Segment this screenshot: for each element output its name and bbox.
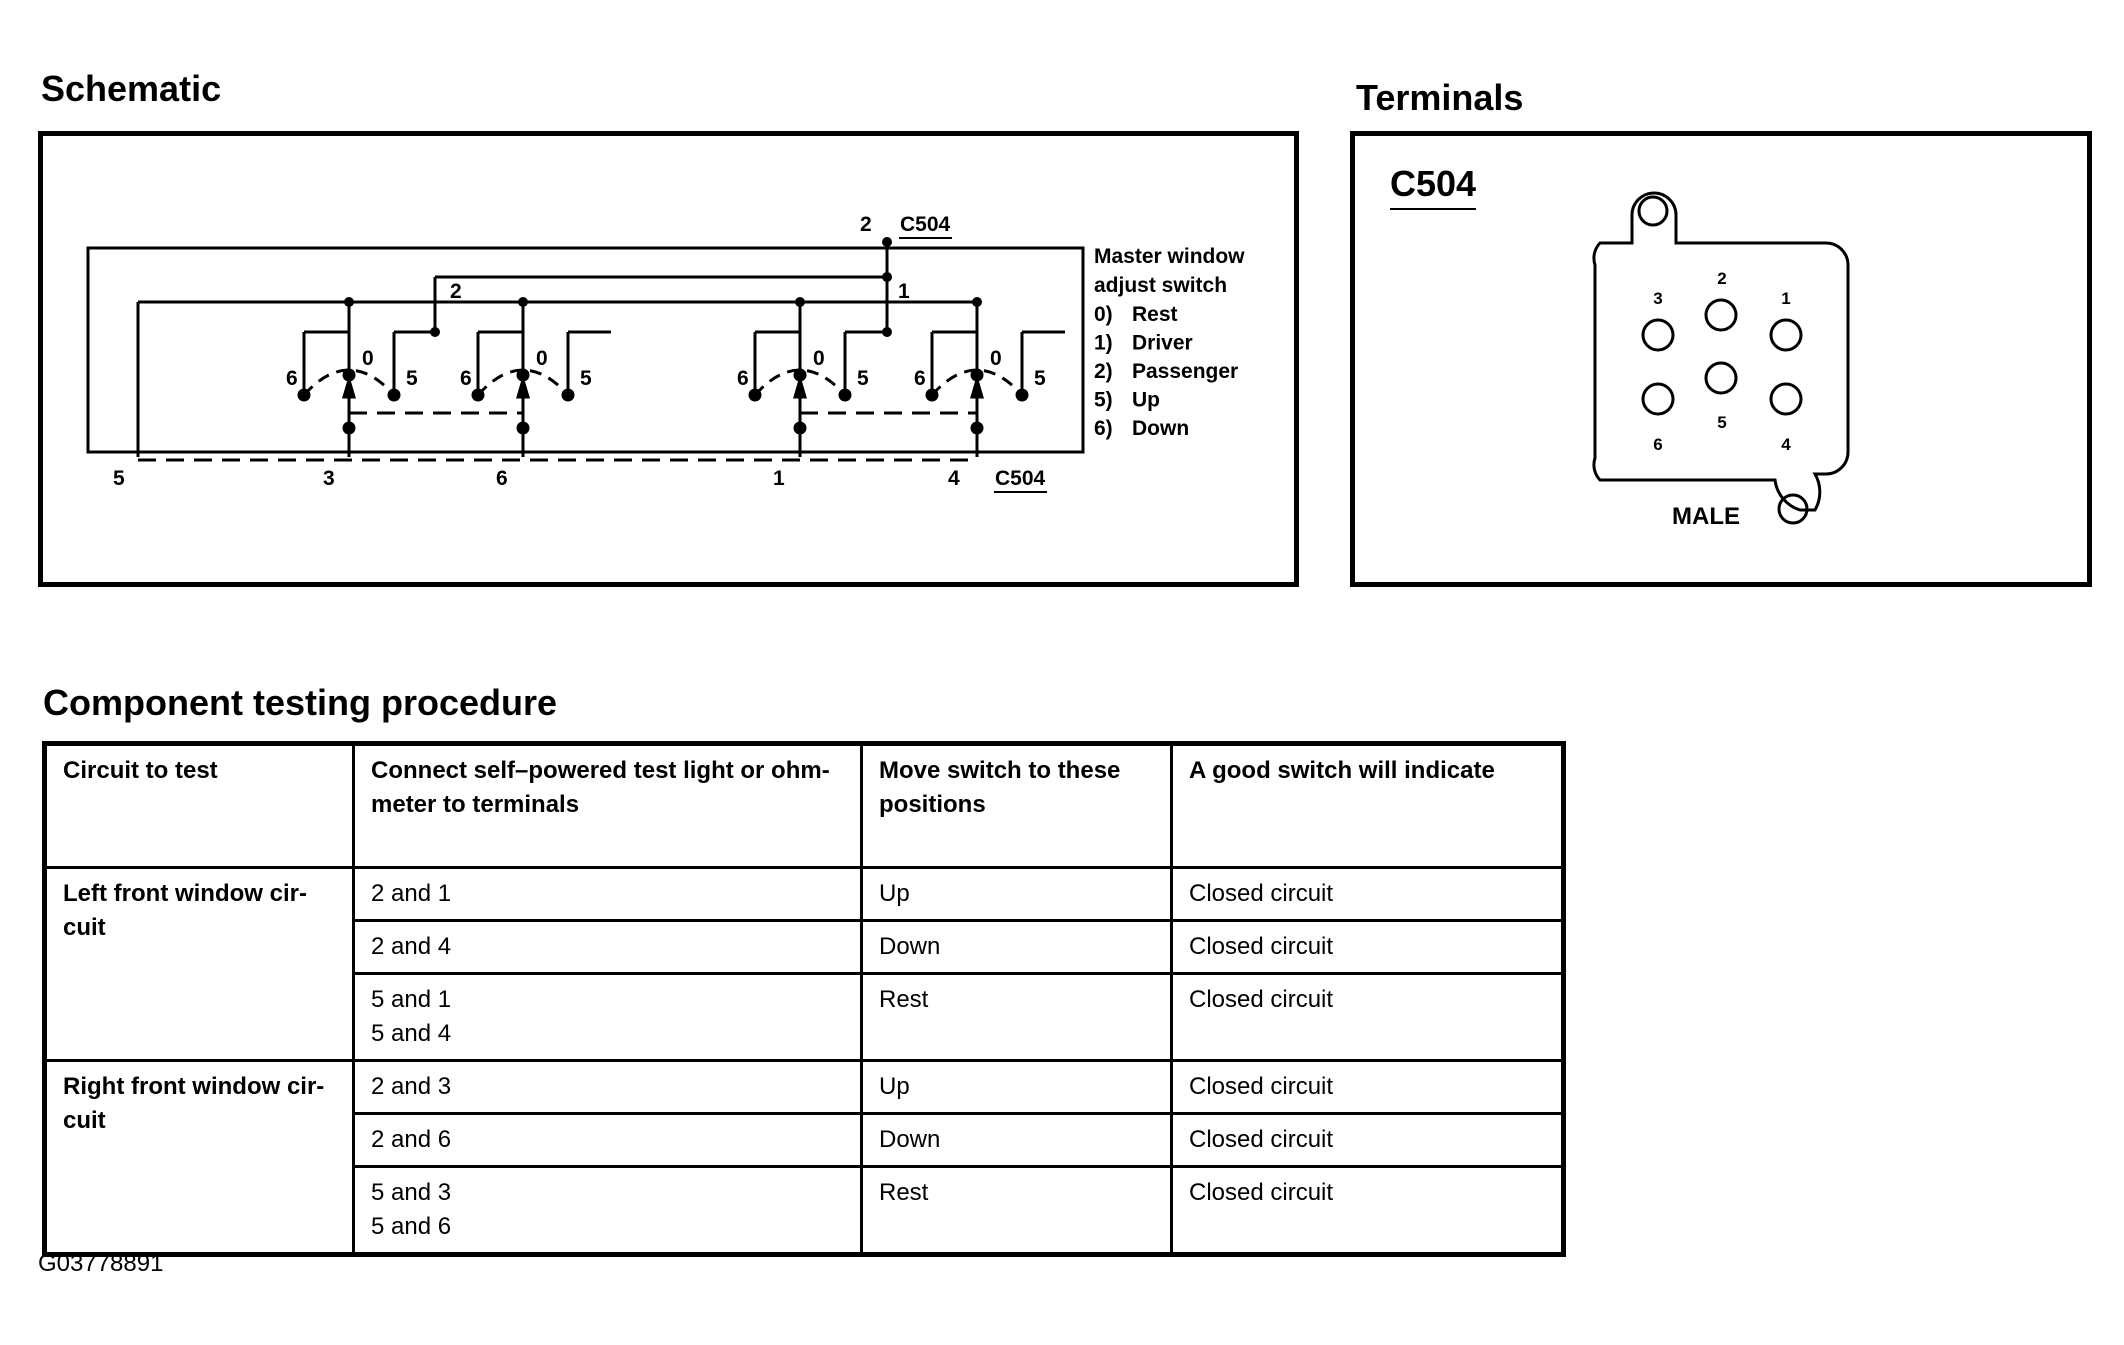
- schematic-heading: Schematic: [41, 68, 222, 109]
- switch-position-label: 0: [990, 347, 1002, 370]
- expected-result: Closed circuit: [1172, 921, 1564, 974]
- switch-position: Rest: [862, 1167, 1172, 1255]
- terminal-pairs: [354, 974, 862, 1061]
- legend-label: Driver: [1132, 331, 1193, 355]
- switch-position-label: 5: [580, 367, 592, 390]
- pin-label: 6: [1653, 435, 1663, 454]
- terminal-pair: 5 and 3: [371, 1179, 452, 1206]
- expected-result: Closed circuit: [1172, 868, 1564, 921]
- legend-title-line2: adjust switch: [1094, 274, 1228, 297]
- legend-code: 1): [1094, 331, 1113, 355]
- pin-5: [1706, 363, 1736, 393]
- header-terminals: Connect self–powered test light or ohm-meter to terminals: [354, 744, 862, 868]
- connector-top-label: C504: [900, 213, 951, 236]
- header-position: Move switch to these positions: [862, 744, 1172, 868]
- connector-bottom-label: C504: [995, 467, 1046, 490]
- pin-label: 1: [1781, 289, 1791, 308]
- connector-name: C504: [1390, 163, 1477, 204]
- switch-position: Up: [862, 1061, 1172, 1114]
- legend-label: Up: [1132, 388, 1160, 412]
- terminals-panel: [1350, 131, 2092, 587]
- terminals-heading: Terminals: [1356, 77, 1524, 118]
- switch-position: Down: [862, 921, 1172, 974]
- switch-position: Rest: [862, 974, 1172, 1061]
- figure-id: G03778891: [38, 1250, 164, 1277]
- legend-label: Rest: [1132, 303, 1178, 326]
- legend-label: Down: [1132, 417, 1190, 440]
- switch-position-label: 0: [362, 347, 374, 370]
- bus-label-passenger: 2: [450, 280, 462, 303]
- expected-result: Closed circuit: [1172, 1061, 1564, 1114]
- terminal-pair: 2 and 3: [354, 1061, 862, 1114]
- legend-label: Passenger: [1132, 360, 1239, 383]
- legend-code: 5): [1094, 388, 1113, 412]
- legend-title-line1: Master window: [1094, 245, 1245, 268]
- switch-position: Up: [862, 868, 1172, 921]
- switch-position-label: 6: [737, 367, 749, 390]
- pin-label: 3: [1653, 289, 1663, 308]
- connector-diagram: [1355, 136, 2087, 582]
- switch-position-label: 6: [914, 367, 926, 390]
- table-row: [45, 1061, 1564, 1114]
- testing-table: [42, 741, 1566, 1257]
- header-circuit: Circuit to test: [45, 744, 354, 868]
- pin-1: [1771, 320, 1801, 350]
- switch-position-label: 0: [536, 347, 548, 370]
- terminal-pair: 5 and 4: [371, 1020, 452, 1047]
- terminal-pairs: [354, 1167, 862, 1255]
- connector-outline: [1594, 193, 1848, 510]
- switch-position-label: 5: [406, 367, 418, 390]
- legend-code: 2): [1094, 360, 1113, 383]
- pin-label: 2: [1717, 269, 1727, 288]
- terminal-pair: 5 and 1: [371, 986, 452, 1013]
- testing-heading: Component testing procedure: [43, 682, 558, 723]
- circuit-name: Right front window cir-cuit: [45, 1061, 354, 1255]
- switch-position-label: 6: [460, 367, 472, 390]
- expected-result: Closed circuit: [1172, 1167, 1564, 1255]
- terminal-pair: 2 and 6: [354, 1114, 862, 1167]
- circuit-name: Left front window cir-cuit: [45, 868, 354, 1061]
- bus-label-driver: 1: [898, 280, 910, 303]
- pin-3: [1643, 320, 1673, 350]
- pin-label: 5: [1717, 413, 1727, 432]
- terminal-number-label: 3: [323, 467, 335, 490]
- legend-code: 6): [1094, 417, 1113, 440]
- pin-2: [1706, 300, 1736, 330]
- terminal-pair: 5 and 6: [371, 1213, 452, 1240]
- terminal-number-label: 5: [113, 467, 125, 490]
- switch-position-label: 0: [813, 347, 825, 370]
- pin-label: 4: [1781, 435, 1791, 454]
- header-indication: A good switch will indicate: [1172, 744, 1564, 868]
- terminal-number-label: 6: [496, 467, 508, 490]
- legend-code: 0): [1094, 303, 1113, 326]
- table-header-row: [45, 744, 1564, 868]
- terminal-number-label: 1: [773, 467, 785, 490]
- terminal-number-label: 4: [948, 467, 960, 490]
- connector-gender: MALE: [1672, 503, 1740, 530]
- mount-hole-top: [1639, 197, 1667, 225]
- switch-position-label: 5: [857, 367, 869, 390]
- pin-2-label: 2: [860, 213, 872, 236]
- switch-position: Down: [862, 1114, 1172, 1167]
- switch-position-label: 5: [1034, 367, 1046, 390]
- expected-result: Closed circuit: [1172, 974, 1564, 1061]
- expected-result: Closed circuit: [1172, 1114, 1564, 1167]
- terminal-pair: 2 and 1: [354, 868, 862, 921]
- table-row: [45, 868, 1564, 921]
- pin-4: [1771, 384, 1801, 414]
- switch-position-label: 6: [286, 367, 298, 390]
- schematic-panel: [38, 131, 1299, 587]
- schematic-diagram: [43, 136, 1294, 582]
- switch-housing: [88, 248, 1083, 452]
- terminal-pair: 2 and 4: [354, 921, 862, 974]
- pin-6: [1643, 384, 1673, 414]
